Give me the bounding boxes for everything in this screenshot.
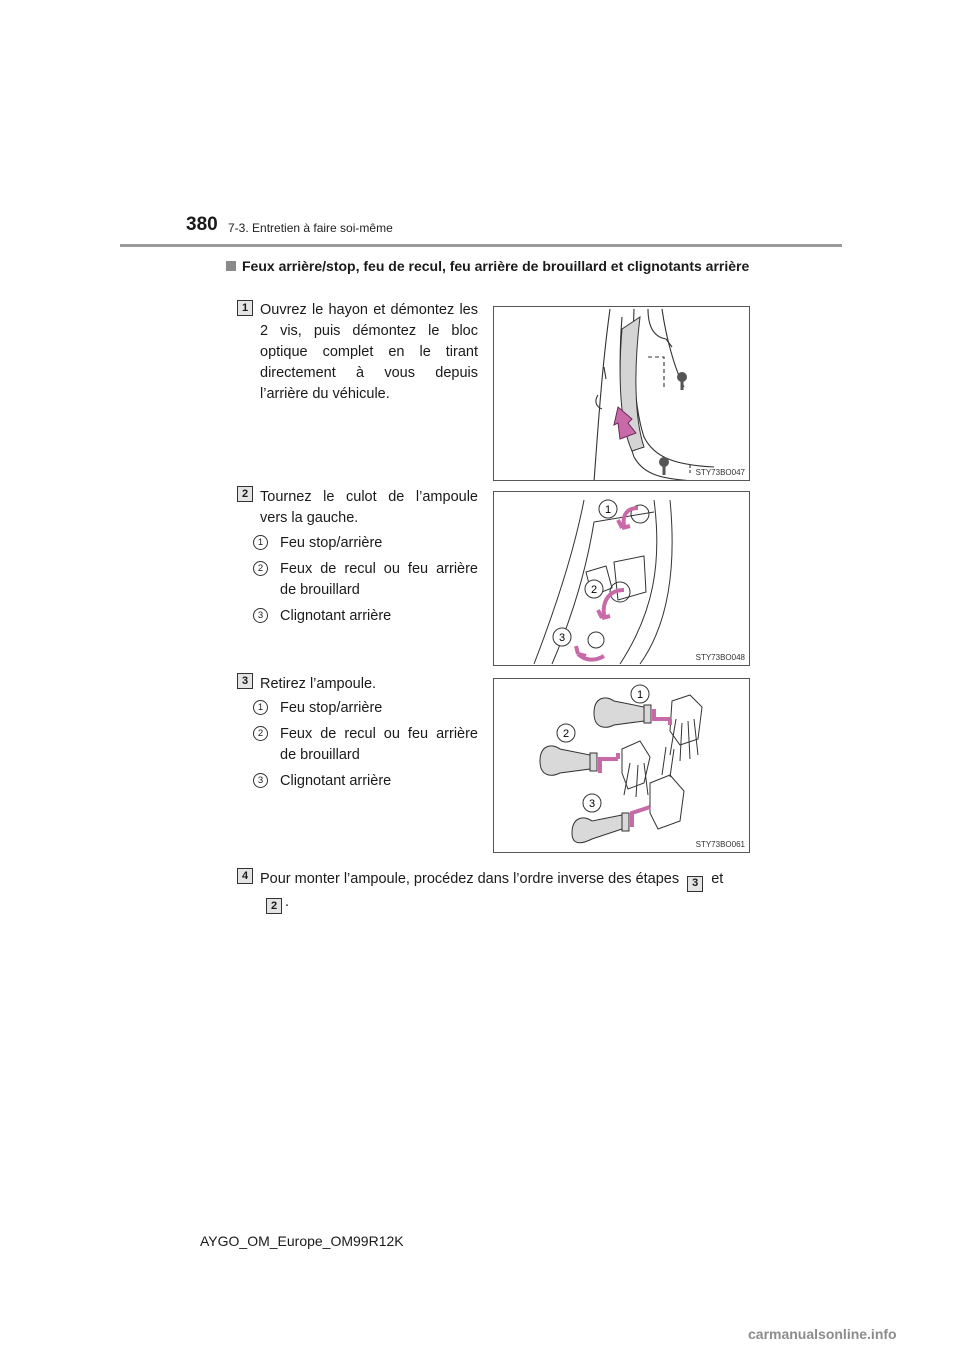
pull-arrow-icon — [654, 709, 670, 725]
item-text: Feux de recul ou feu arrière de brouillard — [280, 561, 478, 598]
watermark: carmanualsonline.info — [748, 1326, 897, 1342]
item-number-badge: 1 — [253, 700, 268, 715]
pull-arrow-icon — [600, 753, 618, 773]
item-number-badge: 3 — [253, 608, 268, 623]
step-ref-badge: 3 — [687, 876, 703, 892]
figure-code: STY73BO061 — [695, 840, 745, 849]
figure-remove-light-unit — [493, 306, 750, 481]
item-text: Feu stop/arrière — [280, 535, 383, 551]
step-2-badge: 2 — [237, 486, 253, 502]
svg-text:3: 3 — [588, 798, 596, 810]
figure-code: STY73BO047 — [695, 468, 745, 477]
screw-icon — [659, 457, 669, 475]
figure-turn-bulb-socket — [493, 491, 750, 666]
step-ref-badge: 2 — [266, 898, 282, 914]
light-unit-illustration — [494, 307, 750, 481]
callout-3 — [553, 628, 571, 646]
screw-icon — [677, 372, 687, 390]
figure-remove-bulbs — [493, 678, 750, 853]
svg-text:1: 1 — [636, 689, 644, 701]
step-3-text: Retirez l’ampoule. — [260, 676, 377, 692]
svg-text:1: 1 — [604, 504, 612, 516]
callout-1 — [631, 685, 649, 703]
svg-text:2: 2 — [590, 584, 598, 596]
item-text: Feux de recul ou feu arrière de brouillard — [280, 726, 478, 763]
rotate-arrow-icon — [576, 646, 604, 660]
callout-2 — [585, 580, 603, 598]
page-number: 380 — [186, 214, 218, 235]
item-text: Clignotant arrière — [280, 608, 392, 624]
bulbs-illustration — [494, 679, 750, 853]
svg-text:3: 3 — [558, 632, 566, 644]
header-divider — [120, 244, 842, 247]
section-title: 7-3. Entretien à faire soi-même — [228, 221, 393, 235]
socket-illustration — [494, 492, 750, 666]
step-2-text: Tournez le culot de l’ampoule vers la gauche. — [260, 489, 478, 526]
item-number-badge: 2 — [253, 726, 268, 741]
square-bullet-icon — [226, 261, 236, 271]
step-1-text: Ouvrez le hayon et démontez les 2 vis, puis démontez le bloc optique complet en le tirant directement à vous depuis l’arrière du véhicule. — [260, 302, 478, 402]
figure-code: STY73BO048 — [695, 653, 745, 662]
document-code: AYGO_OM_Europe_OM99R12K — [200, 1233, 404, 1249]
svg-text:2: 2 — [562, 728, 570, 740]
pull-arrow-icon — [632, 807, 650, 827]
callout-1 — [599, 500, 617, 518]
callout-3 — [583, 794, 601, 812]
step-4-text: Pour monter l’ampoule, procédez dans l’ordre inverse des étapes 3 et 2 . — [260, 869, 750, 914]
item-number-badge: 1 — [253, 535, 268, 550]
step-1-badge: 1 — [237, 300, 253, 316]
item-text: Clignotant arrière — [280, 773, 392, 789]
item-number-badge: 2 — [253, 561, 268, 576]
section-heading: Feux arrière/stop, feu de recul, feu arrière de brouillard et clignotants arrière — [226, 256, 766, 277]
item-text: Feu stop/arrière — [280, 700, 383, 716]
callout-2 — [557, 724, 575, 742]
step-3-badge: 3 — [237, 673, 253, 689]
item-number-badge: 3 — [253, 773, 268, 788]
step-4-badge: 4 — [237, 868, 253, 884]
